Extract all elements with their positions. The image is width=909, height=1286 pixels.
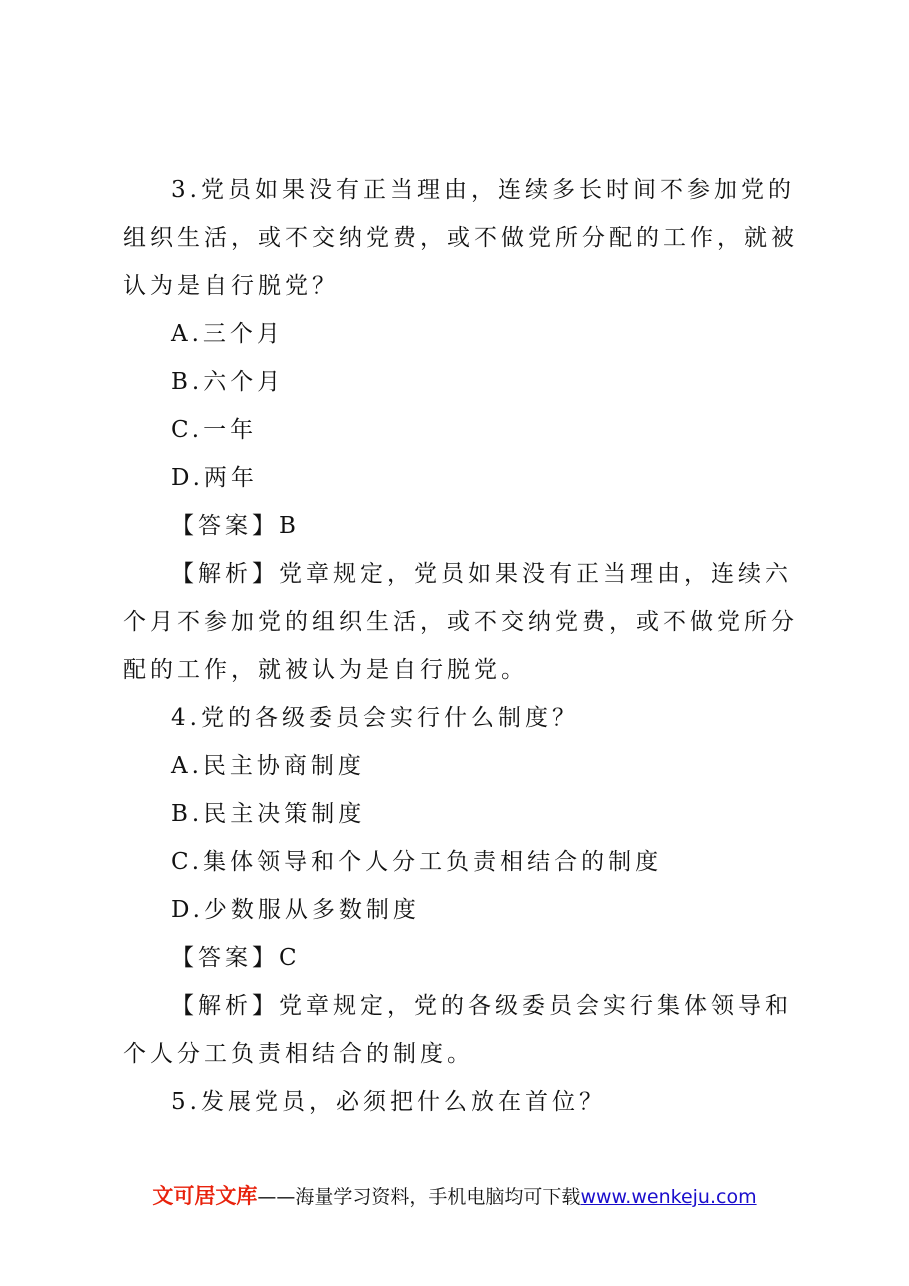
footer-brand: 文可居文库 xyxy=(152,1184,258,1208)
footer-tagline: ——海量学习资料，手机电脑均可下载 xyxy=(257,1186,581,1208)
question-4-stem: 4.党的各级委员会实行什么制度？ xyxy=(171,705,579,731)
question-4-analysis: 【解析】党章规定，党的各级委员会实行集体领导和个人分工负责相结合的制度。 xyxy=(123,993,792,1067)
question-5-stem: 5.发展党员，必须把什么放在首位？ xyxy=(171,1089,606,1115)
footer-site-link[interactable]: www.wenkeju.com xyxy=(580,1186,757,1208)
question-3-option-c: C.一年 xyxy=(171,417,258,443)
question-3-option-d: D.两年 xyxy=(171,465,258,491)
question-3-analysis: 【解析】党章规定，党员如果没有正当理由，连续六个月不参加党的组织生活，或不交纳党费，或不做党所分配的工作，就被认为是自行脱党。 xyxy=(123,561,798,683)
question-4-option-b: B.民主决策制度 xyxy=(171,801,366,827)
question-3-stem: 3.党员如果没有正当理由，连续多长时间不参加党的组织生活，或不交纳党费，或不做党所分配的工作，就被认为是自行脱党？ xyxy=(123,177,798,299)
question-3-option-a: A.三个月 xyxy=(171,321,284,347)
question-3-answer: 【答案】B xyxy=(171,513,300,539)
question-4-option-a: A.民主协商制度 xyxy=(171,753,365,779)
question-4-option-d: D.少数服从多数制度 xyxy=(171,897,420,923)
question-4-answer: 【答案】C xyxy=(171,945,301,971)
question-4-option-c: C.集体领导和个人分工负责相结合的制度 xyxy=(171,849,663,875)
document-body xyxy=(123,166,803,1126)
question-3-option-b: B.六个月 xyxy=(171,369,285,395)
page-footer xyxy=(0,1180,909,1210)
